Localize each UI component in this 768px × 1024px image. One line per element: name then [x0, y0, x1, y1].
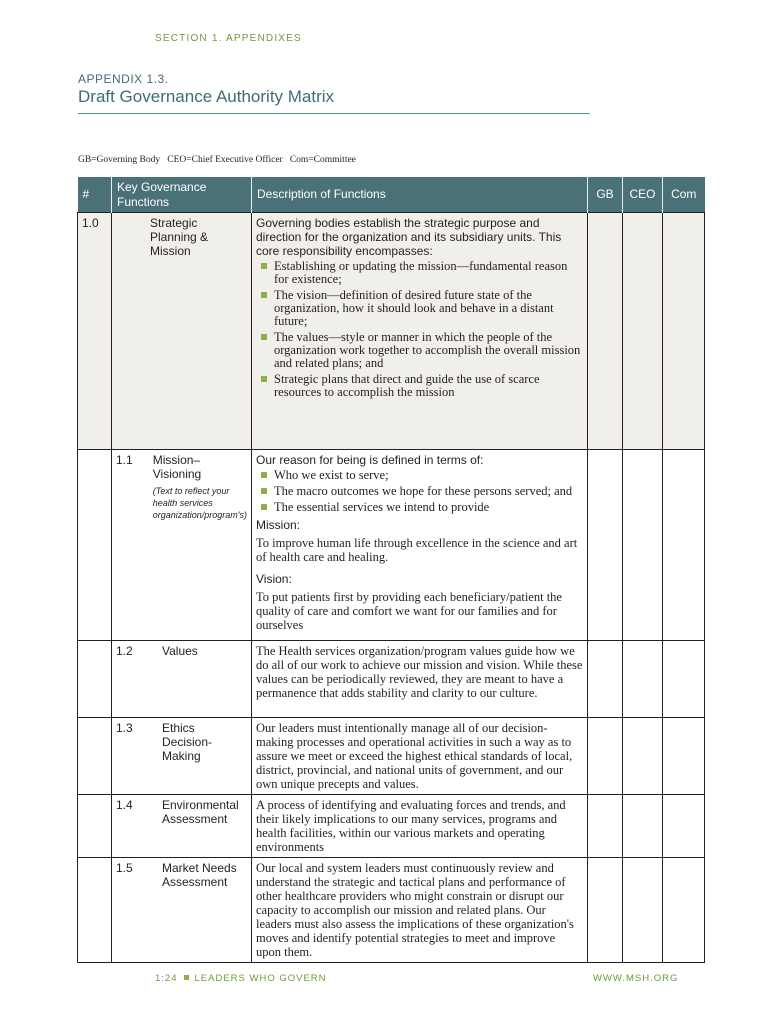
list-item-text: Strategic plans that direct and guide the use of scarce resources to accomplish the mission: [274, 372, 540, 399]
description-cell: [252, 795, 588, 858]
gb-cell: [588, 858, 623, 963]
column-header-key-functions: Key Governance Functions: [112, 177, 252, 213]
com-cell: [663, 641, 705, 718]
key-function-label: Environmental Assessment: [162, 798, 239, 826]
footer-url-link[interactable]: WWW.MSH.ORG: [593, 973, 679, 984]
key-function: [112, 213, 252, 450]
bullet-square-icon: [261, 376, 267, 382]
bullet-list: [256, 469, 583, 514]
list-item-text: The macro outcomes we hope for these persons served; and: [274, 484, 573, 498]
com-cell: [663, 858, 705, 963]
row-number-blank: [78, 641, 112, 718]
list-item: [256, 289, 583, 328]
com-cell: [663, 213, 705, 450]
description-text: A process of identifying and evaluating forces and trends, and their likely implications to our many services, programs and health facilities, within our various markets and operating environments: [256, 798, 566, 854]
bullet-square-icon: [261, 334, 267, 340]
mission-label: Mission:: [256, 518, 301, 532]
list-item-text: Who we exist to serve;: [274, 468, 389, 482]
list-item-text: The values—style or manner in which the people of the organization work together to accomplish the overall mission and related plans; and: [274, 330, 581, 370]
description-cell: [252, 450, 588, 641]
ceo-cell: [623, 795, 663, 858]
description-cell: [252, 858, 588, 963]
com-cell: [663, 450, 705, 641]
key-function-label: Strategic Planning & Mission: [150, 216, 209, 258]
row-number: 1.4: [116, 798, 133, 812]
bullet-square-icon: [261, 263, 267, 269]
ceo-cell: [623, 213, 663, 450]
vision-text: To put patients first by providing each beneficiary/patient the quality of care and comfort we want for our families and for ourselves: [256, 590, 562, 632]
gb-cell: [588, 718, 623, 795]
ceo-cell: [623, 641, 663, 718]
gb-cell: [588, 795, 623, 858]
column-header-ceo: CEO: [623, 177, 663, 213]
key-function-label: Values: [162, 644, 198, 658]
bullet-list: [256, 260, 583, 399]
list-item-text: The vision—definition of desired future state of the organization, how it should look and behave in a distant future;: [274, 288, 554, 328]
row-number-blank: [78, 450, 112, 641]
column-header-com: Com: [663, 177, 705, 213]
key-function: [112, 718, 252, 795]
list-item: [256, 469, 583, 482]
gb-cell: [588, 213, 623, 450]
key-function: [112, 795, 252, 858]
row-number-blank: [78, 795, 112, 858]
description-text: Our local and system leaders must continuously review and understand the strategic and tactical plans and performance of other healthcare providers who might constrain or disrupt our capacity to accomplish our mission and related plans. Our leaders must also assess the implications of these organization's moves and identify potential strategies to meet and improve upon them.: [256, 861, 574, 959]
com-cell: [663, 718, 705, 795]
bullet-square-icon: [261, 504, 267, 510]
list-item: [256, 331, 583, 370]
list-item: [256, 260, 583, 286]
bullet-square-icon: [261, 292, 267, 298]
ceo-cell: [623, 450, 663, 641]
row-number: 1.1: [116, 453, 133, 467]
table-header-row: [78, 177, 705, 213]
row-number: 1.5: [116, 861, 133, 875]
table-row: [78, 450, 705, 641]
ceo-cell: [623, 718, 663, 795]
table-row: [78, 213, 705, 450]
column-header-gb: GB: [588, 177, 623, 213]
placeholder-note: (Text to reflect your health services organization/program's): [152, 486, 247, 520]
list-item-text: Establishing or updating the mission—fundamental reason for existence;: [274, 259, 568, 286]
bullet-square-icon: [261, 488, 267, 494]
key-function: [112, 641, 252, 718]
page-number: 1:24: [155, 973, 178, 984]
page-title: Draft Governance Authority Matrix: [78, 87, 335, 106]
key-function-label: Mission–Visioning: [152, 453, 202, 481]
section-header: SECTION 1. APPENDIXES: [155, 33, 302, 44]
ceo-cell: [623, 858, 663, 963]
appendix-number: APPENDIX 1.3.: [78, 72, 169, 86]
row-number-blank: [78, 858, 112, 963]
column-header-number: #: [78, 177, 112, 213]
gb-cell: [588, 450, 623, 641]
book-title: LEADERS WHO GOVERN: [194, 973, 327, 984]
key-function: [112, 858, 252, 963]
footer-page-info: [155, 973, 327, 984]
table-row: [78, 795, 705, 858]
list-item: [256, 485, 583, 498]
governance-matrix-table: [77, 177, 705, 963]
row-number: 1.2: [116, 644, 133, 658]
com-cell: [663, 795, 705, 858]
bullet-square-icon: [261, 472, 267, 478]
description-cell: [252, 213, 588, 450]
table-row: [78, 641, 705, 718]
list-item-text: The essential services we intend to provide: [274, 500, 490, 514]
title-divider: [78, 113, 590, 114]
description-cell: [252, 718, 588, 795]
column-header-description: Description of Functions: [252, 177, 588, 213]
list-item: [256, 501, 583, 514]
key-function: [112, 450, 252, 641]
description-cell: [252, 641, 588, 718]
key-function-label: Ethics Decision-Making: [162, 721, 213, 763]
list-item: [256, 373, 583, 399]
key-function-label: Market Needs Assessment: [162, 861, 237, 889]
row-number-blank: [78, 718, 112, 795]
row-number: 1.3: [116, 721, 133, 735]
description-text: Our leaders must intentionally manage all of our decision-making processes and operational activities in such a way as to assure we meet or exceed the highest ethical standards of local, district, provincial, and national units of government, and our own unique precepts and values.: [256, 721, 573, 791]
table-row: [78, 858, 705, 963]
mission-text: To improve human life through excellence in the science and art of health care and healing.: [256, 536, 578, 564]
description-lead: Our reason for being is defined in terms of:: [256, 453, 484, 467]
row-number: 1.0: [78, 213, 112, 450]
description-text: The Health services organization/program values guide how we do all of our work to achieve our mission and vision. While these values can be periodically reviewed, they are meant to have a permanence that adds stability and clarity to our culture.: [256, 644, 583, 700]
description-lead: Governing bodies establish the strategic purpose and direction for the organization and its subsidiary units. This core responsibility encompasses:: [256, 216, 562, 258]
table-row: [78, 718, 705, 795]
vision-label: Vision:: [256, 572, 292, 586]
abbreviation-legend: GB=Governing Body CEO=Chief Executive Officer Com=Committee: [78, 155, 356, 165]
gb-cell: [588, 641, 623, 718]
footer-square-icon: [184, 975, 189, 980]
